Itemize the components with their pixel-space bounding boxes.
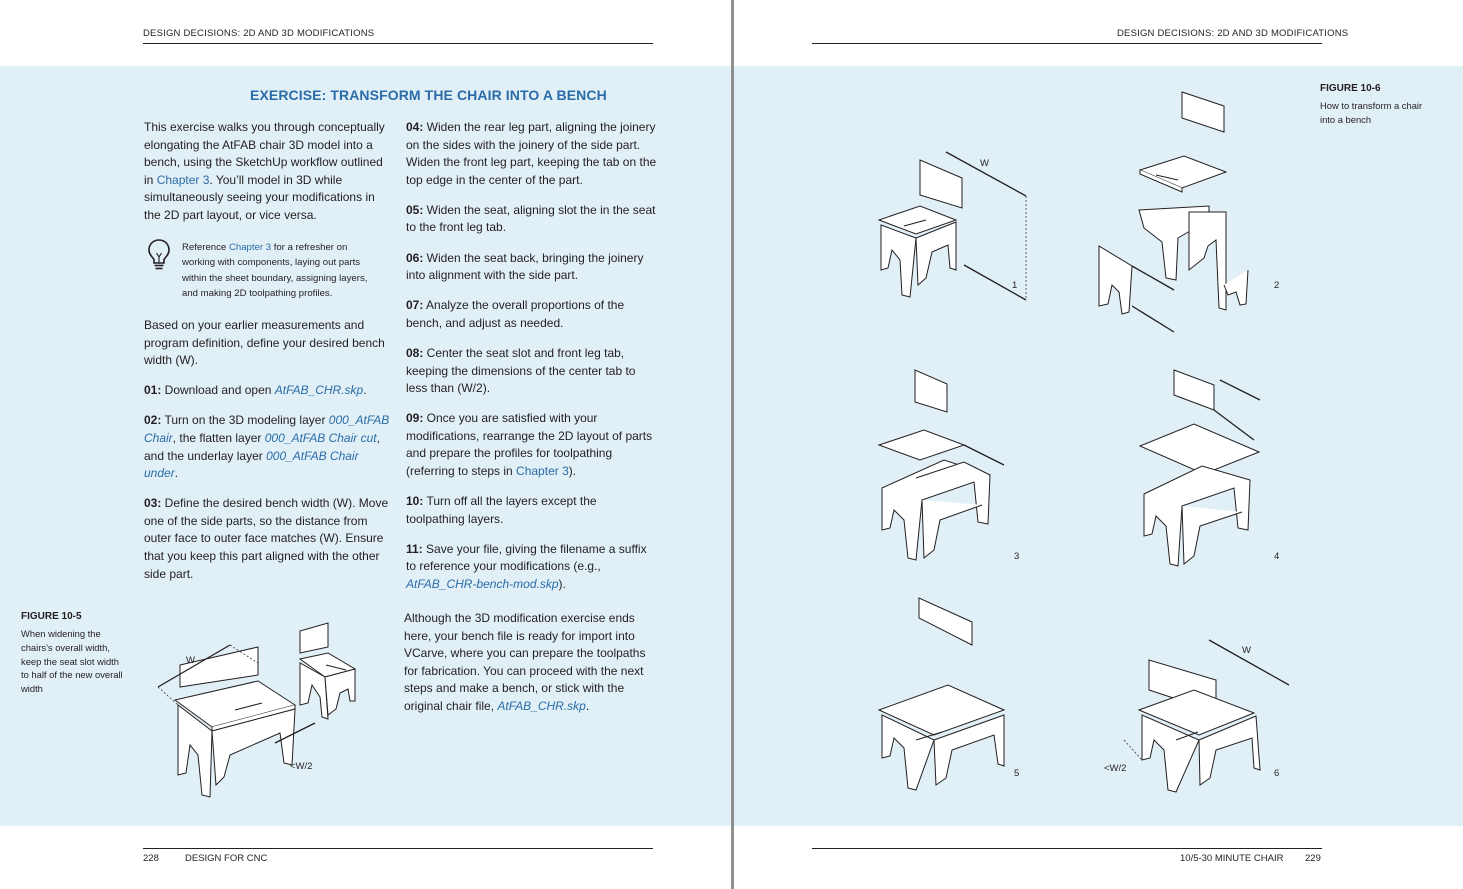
page-number-left: 228 — [143, 853, 159, 864]
step-08 — [406, 345, 658, 398]
step-text: Turn on the 3D modeling layer — [161, 413, 329, 428]
step-text-tail: ). — [558, 576, 566, 591]
measure-paragraph: Based on your earlier measurements and program definition, define your desired bench width (W). — [144, 318, 385, 368]
column-2 — [406, 119, 658, 606]
step-text: Widen the seat back, bringing the joinery into alignment with the side part. — [406, 250, 644, 283]
header-rule-right — [812, 43, 1322, 44]
tip-text-end: for a refresher on working with components, laying out parts within the sheet boundary, assigning layers, and making 2D toolpathing profiles. — [182, 242, 368, 300]
figure-10-6-caption — [1320, 83, 1430, 127]
step-chapter-3-link[interactable]: Chapter 3 — [516, 464, 569, 478]
footer-rule-right — [812, 848, 1322, 849]
intro-text: This exercise walks you through conceptually elongating the AtFAB chair 3D model into a bench, using the SketchUp workflow outlined in — [144, 120, 385, 187]
figure-10-6-title: FIGURE 10-6 — [1320, 83, 1381, 94]
step-text-tail: . — [363, 383, 367, 398]
figure-10-6-w-label-bottom: W — [1242, 645, 1251, 656]
step-text-mid: , the flatten layer — [172, 430, 265, 445]
file-link-atfab-chr-closing[interactable]: AtFAB_CHR.skp — [497, 698, 586, 713]
file-link-bench-mod[interactable]: AtFAB_CHR-bench-mod.skp — [406, 576, 559, 591]
footer-rule-left — [143, 848, 653, 849]
step-03 — [144, 495, 394, 583]
step-05 — [406, 202, 658, 237]
layer-link-chair-under[interactable]: 000_AtFAB Chair under — [144, 448, 359, 481]
figure-10-5-caption — [21, 611, 129, 696]
folio-title-right: 10/5-30 MINUTE CHAIR — [1180, 853, 1284, 864]
exercise-title: EXERCISE: TRANSFORM THE CHAIR INTO A BENCH — [250, 87, 607, 103]
figure-10-5-drawing — [150, 605, 390, 805]
step-text: Define the desired bench width (W). Move one of the side parts, so the distance from outer face to outer face matches (W). Ensure that you keep this part aligned with the other side part. — [144, 496, 389, 581]
closing-paragraph — [404, 610, 658, 716]
step-number: 10: — [406, 494, 424, 509]
step-04 — [406, 119, 658, 189]
step-07 — [406, 297, 658, 332]
step-text: Download and open — [161, 383, 275, 398]
step-text: Widen the rear leg part, aligning the joinery on the sides with the joinery of the side part. Widen the front leg part, keeping the tab on the top edge in the center of the part. — [406, 120, 657, 187]
figure-10-6-label-3: 3 — [1014, 551, 1020, 562]
figure-10-5-title: FIGURE 10-5 — [21, 611, 82, 622]
step-2-exploded-chair — [1099, 92, 1248, 314]
tip-text-start: Reference — [182, 242, 229, 253]
step-number: 04: — [406, 120, 424, 134]
figure-10-6-label-5: 5 — [1014, 768, 1020, 779]
figure-10-6-label-2: 2 — [1274, 280, 1280, 291]
closing-text: Although the 3D modification exercise ends here, your bench file is ready for import into VCarve, where you can prepare the toolpaths for fabrication. You can proceed with the next steps and make a bench, or stick with the original chair file, — [404, 611, 646, 713]
file-link-atfab-chr[interactable]: AtFAB_CHR.skp — [274, 383, 364, 398]
figure-10-6-label-1: 1 — [1012, 280, 1018, 291]
tip-chapter-3-link[interactable]: Chapter 3 — [228, 242, 272, 253]
step-number: 02: — [144, 413, 162, 428]
step-number: 03: — [144, 496, 162, 511]
page-number-right: 229 — [1305, 853, 1321, 864]
step-text: Widen the seat, aligning slot the in the seat to the front leg tab. — [406, 202, 656, 235]
step-09 — [406, 410, 658, 480]
header-rule-left — [143, 43, 653, 44]
chapter-3-link[interactable]: Chapter 3 — [156, 172, 210, 187]
figure-10-5-caption-text: When widening the chairs’s overall width, keep the seat slot width to half of the new overall width — [21, 628, 123, 695]
step-number: 05: — [406, 202, 424, 217]
running-head-left: DESIGN DECISIONS: 2D AND 3D MODIFICATIONS — [143, 28, 375, 39]
step-06 — [406, 250, 658, 285]
step-text-mid: , and the underlay layer — [144, 430, 380, 463]
figure-10-5-w-label: W — [186, 655, 195, 666]
lightbulb-icon — [146, 238, 172, 272]
step-6-completed-bench — [1139, 660, 1260, 792]
right-page — [734, 0, 1463, 889]
step-01 — [144, 382, 394, 400]
step-number: 09: — [406, 411, 424, 426]
left-page — [0, 0, 731, 889]
figure-10-5-half-label: <W/2 — [290, 761, 313, 772]
step-4-bench-partial — [1140, 370, 1259, 566]
step-number: 01: — [144, 383, 162, 398]
step-number: 11: — [406, 541, 423, 556]
step-text: Center the seat slot and front leg tab, keeping the dimensions of the center tab to less than (W/2). — [406, 345, 636, 396]
step-5-bench-back — [879, 598, 1004, 790]
folio-title-left: DESIGN FOR CNC — [185, 853, 268, 864]
step-10 — [406, 493, 658, 528]
running-head-right: DESIGN DECISIONS: 2D AND 3D MODIFICATIONS — [1117, 28, 1349, 39]
step-text: Save your file, giving the filename a suffix to reference your modifications (e.g., — [406, 541, 647, 574]
tip-text — [182, 240, 382, 302]
step-text: Analyze the overall proportions of the bench, and adjust as needed. — [406, 298, 625, 330]
step-1-chair — [879, 160, 962, 297]
step-text-tail: . — [174, 466, 179, 481]
step-text: Once you are satisfied with your modifications, rearrange the 2D layout of parts and prepare the profiles for toolpathing (referring to steps in — [406, 411, 653, 478]
step-11 — [406, 541, 658, 594]
column-1-lower — [144, 317, 394, 596]
figure-10-6-half-label: <W/2 — [1104, 763, 1127, 774]
figure-10-6-w-label-top: W — [980, 158, 989, 169]
column-1 — [144, 119, 394, 237]
step-text: Turn off all the layers except the toolpathing layers. — [406, 494, 597, 526]
step-number: 06: — [406, 250, 424, 265]
step-number: 08: — [406, 345, 424, 360]
intro-paragraph — [144, 119, 394, 225]
step-3-bench-exploded — [879, 370, 990, 560]
figure-10-6-label-6: 6 — [1274, 768, 1280, 779]
closing-paragraph-block — [404, 610, 658, 728]
figure-10-6-caption-text: How to transform a chair into a bench — [1320, 100, 1423, 125]
layer-link-chair-cut[interactable]: 000_AtFAB Chair cut — [264, 430, 377, 445]
layer-link-chair[interactable]: 000_AtFAB Chair — [144, 413, 390, 445]
closing-tail: . — [585, 698, 590, 713]
figure-10-6-label-4: 4 — [1274, 551, 1280, 562]
step-number: 07: — [406, 298, 424, 313]
step-02 — [144, 412, 394, 482]
step-text-tail: ). — [568, 464, 577, 478]
figure-10-6-drawing — [864, 80, 1304, 810]
intro-text-end: . You’ll model in 3D while simultaneously seeing your modifications in the 2D part layout, or vice versa. — [144, 172, 375, 222]
